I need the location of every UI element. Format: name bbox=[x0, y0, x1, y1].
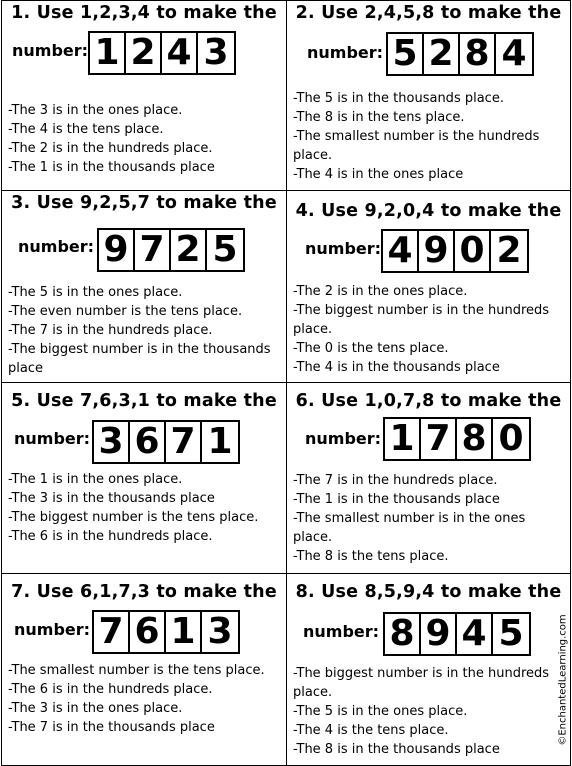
digit-box: 4 bbox=[383, 231, 419, 271]
clue: -The 5 is in the ones place. bbox=[293, 704, 468, 719]
clue: -The 8 is in the thousands place bbox=[293, 742, 500, 757]
clue: -The biggest number is the tens place. bbox=[8, 510, 259, 525]
clue: -The 3 is in the ones place. bbox=[8, 103, 183, 118]
puzzle-title: 1. Use 1,2,3,4 to make the bbox=[11, 3, 277, 23]
clue: -The 2 is in the ones place. bbox=[293, 284, 468, 299]
clue: -The 0 is the tens place. bbox=[293, 341, 449, 356]
digit-box: 1 bbox=[90, 33, 126, 73]
clue: -The 4 is in the ones place bbox=[293, 167, 464, 182]
number-label: number: bbox=[303, 622, 380, 641]
digit-box: 9 bbox=[421, 614, 457, 654]
clue: -The 6 is in the hundreds place. bbox=[8, 682, 213, 697]
clue: -The biggest number is in the thousands place bbox=[8, 342, 271, 376]
digit-box: 0 bbox=[498, 418, 524, 459]
clue: -The 5 is in the ones place. bbox=[8, 285, 183, 300]
digit-box: 6 bbox=[130, 612, 166, 652]
digit-box: 6 bbox=[130, 422, 166, 462]
clue: -The smallest number is the hundreds place. bbox=[293, 129, 540, 163]
clue: -The smallest number is in the ones place. bbox=[293, 511, 526, 545]
digit-box: 1 bbox=[207, 421, 233, 462]
digit-box: 2 bbox=[496, 230, 522, 271]
digit-box: 9 bbox=[419, 231, 455, 271]
number-boxes bbox=[386, 32, 534, 76]
number-label: number: bbox=[305, 239, 382, 258]
number-boxes bbox=[383, 612, 531, 656]
digit-box: 7 bbox=[166, 422, 202, 462]
number-boxes bbox=[92, 420, 240, 464]
clue: -The biggest number is in the hundreds place. bbox=[293, 666, 550, 700]
number-boxes bbox=[92, 610, 240, 654]
clue: -The 6 is in the hundreds place. bbox=[8, 529, 213, 544]
clue: -The even number is the tens place. bbox=[8, 304, 243, 319]
number-label: number: bbox=[18, 237, 95, 256]
credit-text: ©EnchantedLearning.com bbox=[557, 614, 569, 746]
clue: -The 4 is the tens place. bbox=[293, 723, 449, 738]
clue: -The 1 is in the thousands place bbox=[293, 492, 500, 507]
clue-list bbox=[293, 664, 552, 759]
number-label: number: bbox=[305, 429, 382, 448]
clue: -The 1 is in the ones place. bbox=[8, 472, 183, 487]
clue: -The 7 is in the hundreds place. bbox=[293, 473, 498, 488]
digit-box: 7 bbox=[135, 230, 171, 270]
puzzle-card-3 bbox=[1, 190, 287, 383]
digit-box: 2 bbox=[126, 33, 162, 73]
puzzle-title: 4. Use 9,2,0,4 to make the bbox=[295, 201, 562, 221]
digit-box: 7 bbox=[94, 612, 130, 652]
number-label: number: bbox=[14, 620, 91, 639]
digit-box: 7 bbox=[421, 419, 457, 459]
digit-box: 3 bbox=[203, 32, 229, 73]
puzzle-card-1 bbox=[1, 0, 287, 191]
puzzle-card-8 bbox=[286, 573, 571, 766]
clue-list bbox=[8, 470, 282, 546]
digit-box: 9 bbox=[99, 230, 135, 270]
digit-box: 8 bbox=[385, 614, 421, 654]
puzzle-card-2 bbox=[286, 0, 571, 191]
digit-box: 3 bbox=[94, 422, 130, 462]
clue: -The 4 is in the thousands place bbox=[293, 360, 500, 375]
digit-box: 4 bbox=[162, 33, 198, 73]
clue-list bbox=[293, 89, 566, 184]
puzzle-title: 3. Use 9,2,5,7 to make the bbox=[11, 193, 277, 213]
number-label: number: bbox=[14, 429, 91, 448]
clue: -The 2 is in the hundreds place. bbox=[8, 141, 213, 156]
digit-box: 1 bbox=[385, 419, 421, 459]
puzzle-title: 2. Use 2,4,5,8 to make the bbox=[295, 3, 562, 23]
digit-box: 5 bbox=[212, 229, 238, 270]
puzzle-title: 5. Use 7,6,3,1 to make the bbox=[11, 391, 277, 411]
digit-box: 8 bbox=[457, 419, 493, 459]
clue: -The 7 is in the hundreds place. bbox=[8, 323, 213, 338]
puzzle-title: 8. Use 8,5,9,4 to make the bbox=[295, 582, 562, 602]
clue-list bbox=[8, 101, 282, 177]
clue: -The 3 is in the ones place. bbox=[8, 701, 183, 716]
digit-box: 2 bbox=[424, 34, 460, 74]
number-boxes bbox=[381, 229, 529, 273]
digit-box: 0 bbox=[455, 231, 491, 271]
clue: -The 5 is in the thousands place. bbox=[293, 91, 504, 106]
puzzle-card-4 bbox=[286, 190, 571, 383]
clue-list bbox=[8, 661, 282, 737]
clue: -The smallest number is the tens place. bbox=[8, 663, 265, 678]
digit-box: 4 bbox=[457, 614, 493, 654]
clue-list bbox=[8, 283, 282, 378]
digit-box: 5 bbox=[498, 613, 524, 654]
copyright-credit bbox=[556, 600, 570, 760]
clue: -The 1 is in the thousands place bbox=[8, 160, 215, 175]
clue: -The 8 is the tens place. bbox=[293, 549, 449, 564]
puzzle-title: 6. Use 1,0,7,8 to make the bbox=[295, 391, 562, 411]
puzzle-card-5 bbox=[1, 382, 287, 574]
clue: -The 7 is in the thousands place bbox=[8, 720, 215, 735]
puzzle-title: 7. Use 6,1,7,3 to make the bbox=[11, 582, 277, 602]
clue: -The 8 is in the tens place. bbox=[293, 110, 465, 125]
number-label: number: bbox=[12, 41, 89, 60]
clue-list bbox=[293, 282, 566, 377]
digit-box: 5 bbox=[388, 34, 424, 74]
digit-box: 4 bbox=[501, 33, 527, 74]
digit-box: 2 bbox=[171, 230, 207, 270]
clue: -The 4 is the tens place. bbox=[8, 122, 164, 137]
clue: -The biggest number is in the hundreds place. bbox=[293, 303, 550, 337]
clue: -The 3 is in the thousands place bbox=[8, 491, 215, 506]
digit-box: 8 bbox=[460, 34, 496, 74]
number-boxes bbox=[383, 417, 531, 461]
digit-box: 1 bbox=[166, 612, 202, 652]
number-boxes bbox=[97, 228, 245, 272]
clue-list bbox=[293, 471, 566, 566]
number-boxes bbox=[88, 31, 236, 75]
number-label: number: bbox=[307, 43, 384, 62]
puzzle-card-7 bbox=[1, 573, 287, 766]
puzzle-card-6 bbox=[286, 382, 571, 574]
digit-box: 3 bbox=[207, 611, 233, 652]
